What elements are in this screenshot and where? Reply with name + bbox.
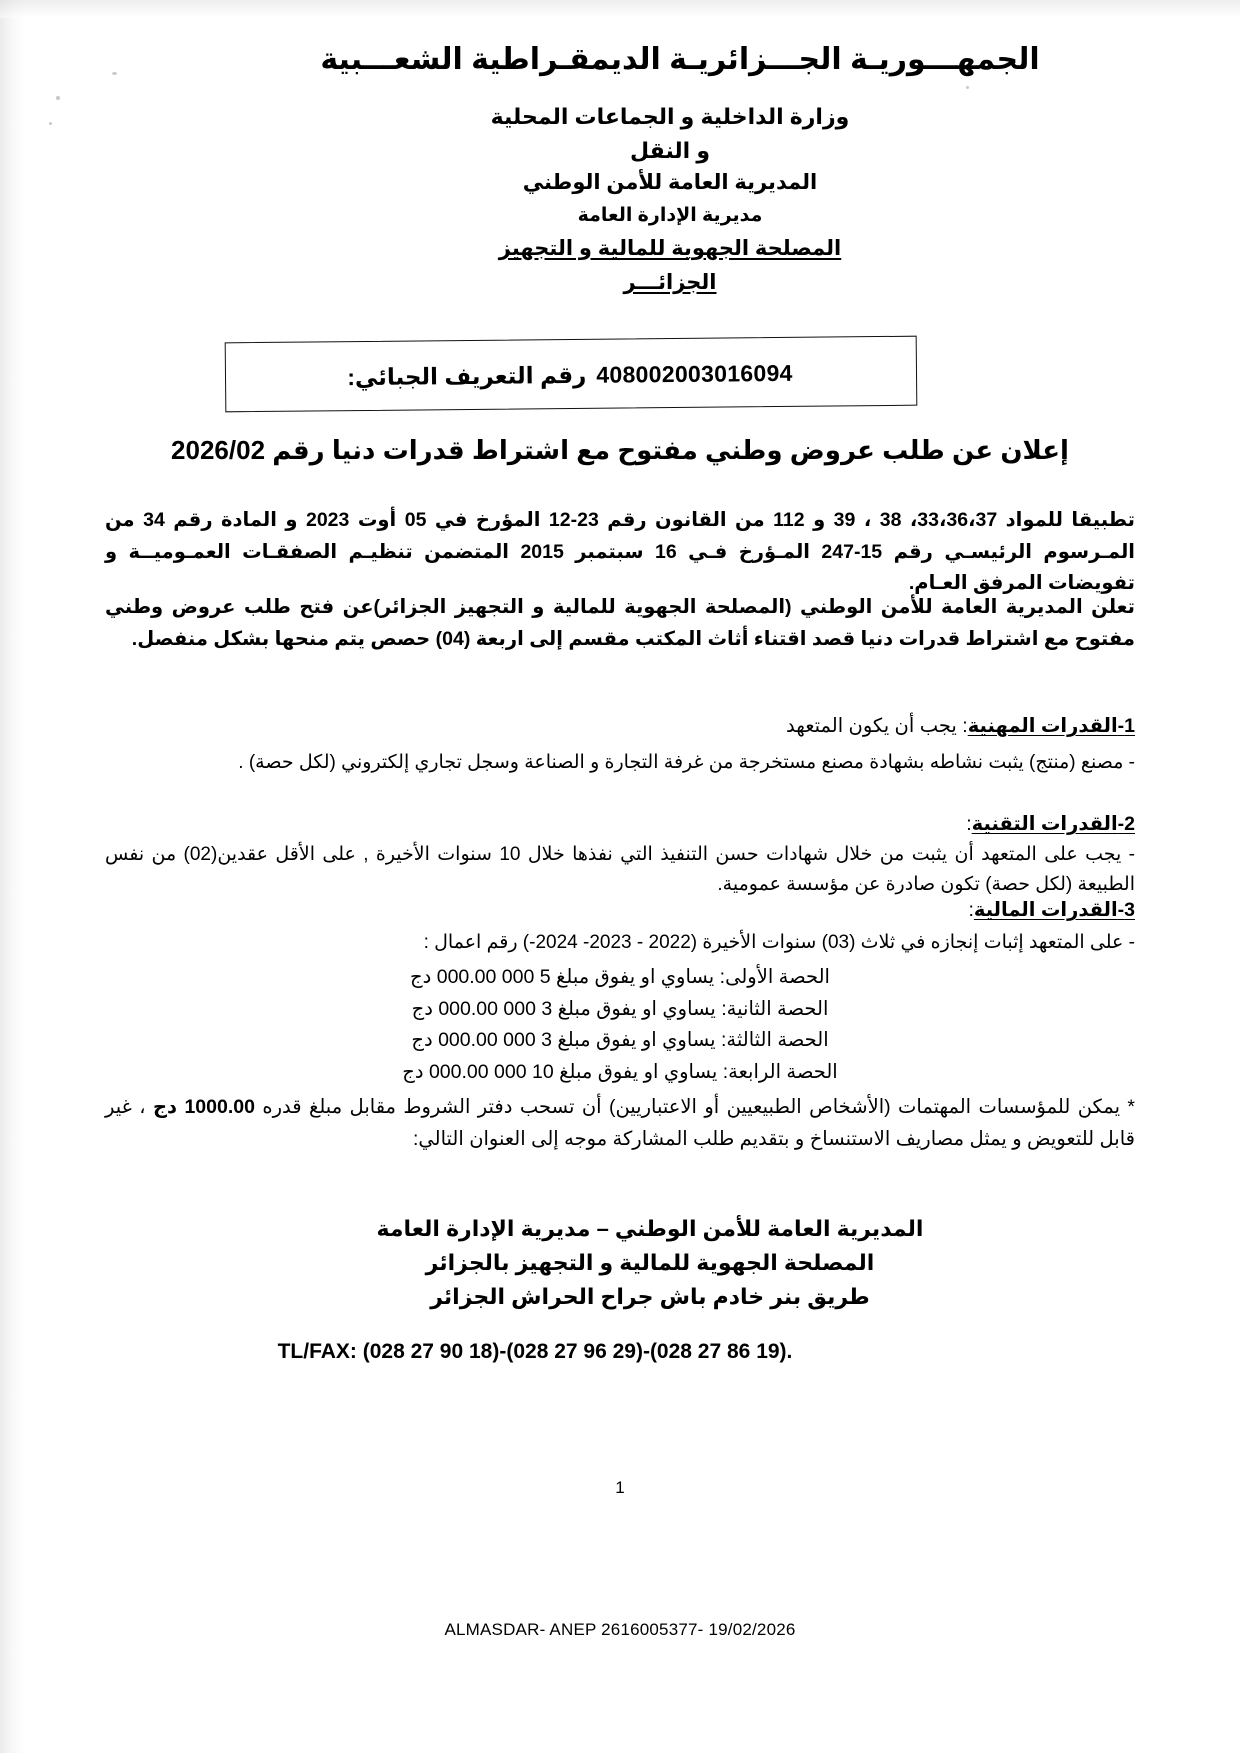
section-3-body: - على المتعهد إثبات إنجازه في ثلاث (03) سنوات الأخيرة (2022 - 2023- 2024-) رقم اعمال : bbox=[423, 932, 1135, 953]
fee-text-after: ، غير قابل للتعويض و يمثل مصاريف الاستنساخ و بتقديم طلب المشاركة موجه إلى العنوان التالي: bbox=[105, 1096, 1135, 1150]
directorate-general: المديرية العامة للأمن الوطني bbox=[522, 171, 818, 194]
lot-4-currency: دج bbox=[402, 1060, 424, 1083]
section-2-heading: القدرات التقنية bbox=[971, 813, 1118, 835]
telefax-line: TL/FAX: (028 27 90 18)-(028 27 96 29)-(028 27 86 19). bbox=[277, 1340, 793, 1363]
section-2-body: - يجب على المتعهد أن يثبت من خلال شهادات حسن التنفيذ التي نفذها خلال 10 سنوات الأخيرة , على الأقل عقدين(02) من نفس الطبيعة (لكل حصة) تكون صادرة عن مؤسسة عمومية. bbox=[105, 844, 1135, 896]
section-3-inline-text: : bbox=[968, 899, 974, 921]
lot-1-label: الحصة الأولى: bbox=[719, 966, 830, 988]
page-number: 1 bbox=[615, 1478, 625, 1497]
lot-1-currency: دج bbox=[410, 966, 432, 988]
lot-4-condition: يساوي او يفوق مبلغ bbox=[559, 1060, 718, 1083]
lot-1-condition: يساوي او يفوق مبلغ bbox=[556, 966, 715, 988]
lot-row bbox=[105, 1057, 1135, 1089]
lot-3-condition: يساوي او يفوق مبلغ bbox=[557, 1029, 716, 1052]
lot-2-label: الحصة الثانية: bbox=[721, 997, 829, 1020]
lot-2-condition: يساوي او يفوق مبلغ bbox=[557, 997, 716, 1020]
lot-row bbox=[105, 962, 1135, 994]
submission-address bbox=[0, 1212, 1240, 1314]
lot-row bbox=[105, 994, 1135, 1026]
ministry-line-1: وزارة الداخلية و الجماعات المحلية bbox=[490, 104, 850, 129]
republic-heading: الجمهـــوريـة الجـــزائريـة الديمقـراطية الشعـــبية bbox=[320, 43, 1040, 76]
lot-3-currency: دج bbox=[411, 1029, 433, 1052]
lot-row bbox=[105, 1025, 1135, 1057]
section-1-inline-text: : يجب أن يكون المتعهد bbox=[785, 715, 968, 737]
section-1-heading-row bbox=[105, 714, 1135, 738]
section-2-number: 2- bbox=[1117, 813, 1135, 835]
lot-amount-list bbox=[105, 962, 1135, 1088]
regional-service: المصلحة الجهوية للمالية و التجهيز bbox=[498, 237, 842, 260]
address-line-2: المصلحة الجهوية للمالية و التجهيز بالجزائر bbox=[425, 1250, 875, 1276]
lot-2-currency: دج bbox=[411, 997, 433, 1020]
announcement-paragraph: تعلن المديرية العامة للأمن الوطني (المصلحة الجهوية للمالية و التجهيز الجزائر)عن فتح طلب عروض وطني مفتوح مع اشتراط قدرات دنيا قصد اقتناء أثاث المكتب مقسم إلى اربعة (04) حصص يتم منحها بشكل منفصل. bbox=[105, 596, 1135, 650]
tax-id-value: 408002003016094 bbox=[596, 359, 793, 388]
section-1-number: 1- bbox=[1117, 715, 1135, 737]
lot-4-label: الحصة الرابعة: bbox=[722, 1060, 838, 1083]
tax-id-label: رقم التعريف الجبائي: bbox=[347, 361, 587, 390]
address-line-1: المديرية العامة للأمن الوطني – مديرية الإدارة العامة bbox=[376, 1216, 924, 1241]
lot-4-amount: 10 000 000.00 bbox=[428, 1060, 554, 1083]
legal-basis-paragraph: تطبيقا للمواد 33،36،37، 38 ، 39 و 112 من القانون رقم 23-12 المؤرخ في 05 أوت 2023 و المادة رقم 34 من المـرسوم الرئيسـي رقم 15-247 المـؤرخ فـي 16 سبتمبر 2015 المتضمن تنظيـم الصفقـات العمـوميــة و تفويضات المرفق العـام. bbox=[105, 509, 1135, 595]
lot-3-amount: 3 000 000.00 bbox=[438, 1029, 552, 1052]
lot-1-amount: 5 000 000.00 bbox=[436, 966, 551, 988]
header-city: الجزائـــر bbox=[623, 271, 717, 294]
fee-amount: 1000.00 دج bbox=[152, 1096, 255, 1118]
ministry-line-2: و النقل bbox=[629, 138, 711, 163]
tax-id-box-content bbox=[225, 338, 916, 413]
page-title: إعلان عن طلب عروض وطني مفتوح مع اشتراط قدرات دنيا رقم 2026/02 bbox=[171, 435, 1069, 465]
tender-document-fee-paragraph bbox=[105, 1092, 1135, 1155]
footer-reference: ALMASDAR- ANEP 2616005377- 19/02/2026 bbox=[444, 1620, 796, 1639]
administration-directorate: مديرية الإدارة العامة bbox=[577, 205, 763, 226]
lot-2-amount: 3 000 000.00 bbox=[438, 997, 553, 1020]
section-1-heading: القدرات المهنية bbox=[967, 715, 1118, 737]
fee-text-before: * يمكن للمؤسسات المهتمات (الأشخاص الطبيعيين أو الاعتباريين) أن تسحب دفتر الشروط مقابل مبلغ قدره bbox=[262, 1096, 1136, 1118]
address-line-3: طريق بنر خادم باش جراح الحراش الجزائر bbox=[430, 1284, 870, 1310]
section-2-heading-row bbox=[105, 812, 1135, 836]
section-1-body: - مصنع (منتج) يثبت نشاطه بشهادة مصنع مستخرجة من غرفة التجارة و الصناعة وسجل تجاري إلكتروني (لكل حصة) . bbox=[238, 752, 1135, 773]
section-2-inline-text: : bbox=[966, 813, 972, 835]
section-3-number: 3- bbox=[1117, 899, 1135, 921]
lot-3-label: الحصة الثالثة: bbox=[721, 1029, 829, 1052]
section-3-heading-row bbox=[105, 898, 1135, 922]
section-3-heading: القدرات المالية bbox=[973, 899, 1118, 921]
